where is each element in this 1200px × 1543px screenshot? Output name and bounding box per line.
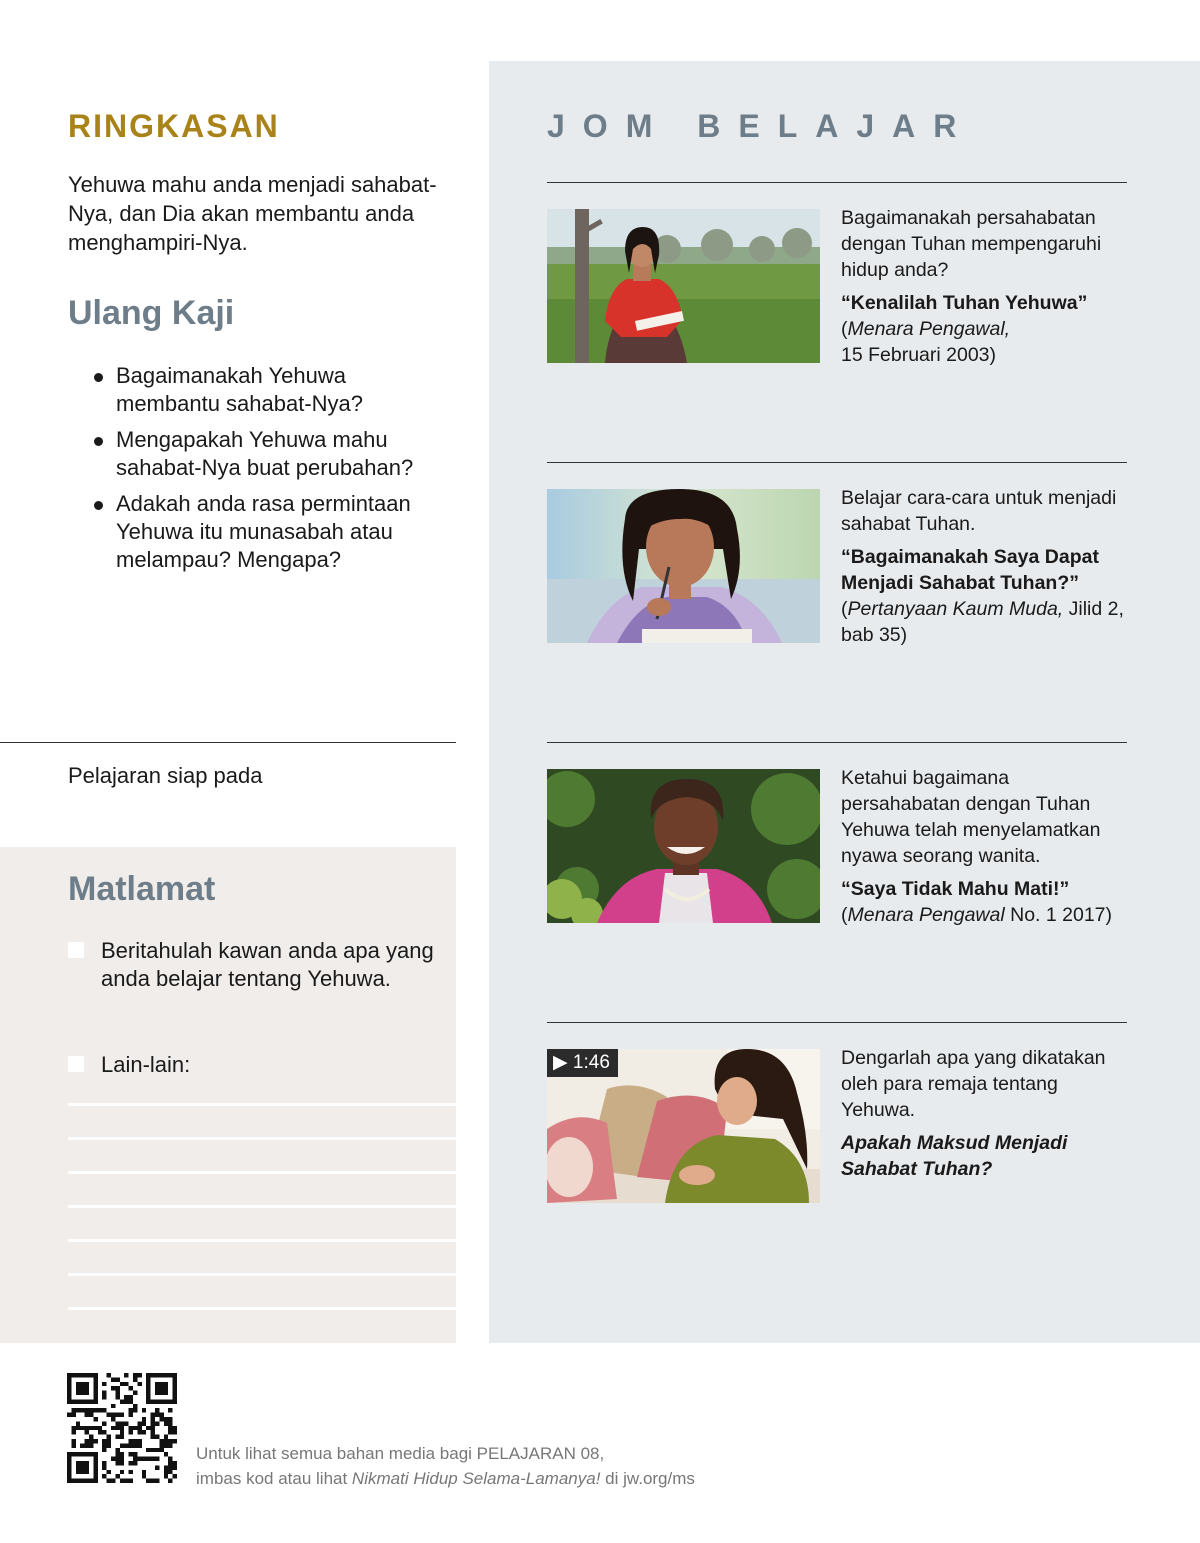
entry-text <box>841 765 1131 928</box>
write-line <box>68 1205 456 1208</box>
review-item: Mengapakah Yehuwa mahu sahabat-Nya buat perubahan? <box>92 426 442 482</box>
write-line <box>68 1307 456 1310</box>
goals-heading: Matlamat <box>68 870 216 908</box>
entry-source: (Menara Pengawal, 15 Februari 2003) <box>841 318 1011 366</box>
entry-thumbnail-girl-reading[interactable] <box>547 489 820 643</box>
entry-text <box>841 205 1131 368</box>
entry-source: (Menara Pengawal No. 1 2017) <box>841 904 1113 926</box>
video-duration-badge[interactable] <box>547 1049 618 1077</box>
goals-panel <box>0 847 456 1343</box>
summary-text: Yehuwa mahu anda menjadi sahabat-Nya, dan Dia akan membantu anda menghampiri-Nya. <box>68 172 437 255</box>
summary-heading: RINGKASAN <box>68 108 280 144</box>
review-list <box>92 362 442 582</box>
write-line <box>68 1103 456 1106</box>
play-icon: ▶ <box>553 1052 568 1073</box>
video-thumbnail-girl-praying[interactable] <box>547 1049 820 1203</box>
write-line <box>68 1273 456 1276</box>
review-item: Adakah anda rasa permintaan Yehuwa itu munasabah atau melampau? Mengapa? <box>92 490 442 574</box>
qr-code-icon[interactable] <box>67 1373 177 1483</box>
review-heading: Ulang Kaji <box>68 294 235 332</box>
photo-woman-orchard-icon <box>547 209 820 363</box>
video-duration: 1:46 <box>572 1052 610 1073</box>
entry-description: Dengarlah apa yang dikatakan oleh para remaja tentang Yehuwa. <box>841 1047 1106 1121</box>
study-heading: JOM BELAJAR <box>547 108 975 144</box>
entry-thumbnail-woman-in-orchard[interactable] <box>547 209 820 363</box>
divider <box>547 742 1127 743</box>
goal-item-label: Beritahulah kawan anda apa yang anda belajar tentang Yehuwa. <box>101 938 434 991</box>
lesson-completed-label: Pelajaran siap pada <box>68 763 263 788</box>
entry-title-link[interactable]: “Bagaimanakah Saya Dapat Menjadi Sahabat Tuhan?” <box>841 546 1099 594</box>
write-line <box>68 1239 456 1242</box>
divider <box>547 1022 1127 1023</box>
review-item: Bagaimanakah Yehuwa membantu sahabat-Nya? <box>92 362 442 418</box>
divider <box>547 462 1127 463</box>
entry-description: Bagaimanakah persahabatan dengan Tuhan mempengaruhi hidup anda? <box>841 207 1102 281</box>
write-line <box>68 1171 456 1174</box>
entry-description: Belajar cara-cara untuk menjadi sahabat Tuhan. <box>841 487 1117 535</box>
goal-item <box>68 937 451 993</box>
footer-text <box>196 1441 695 1491</box>
entry-source: (Pertanyaan Kaum Muda, Jilid 2, bab 35) <box>841 598 1124 646</box>
entry-title-link[interactable]: “Kenalilah Tuhan Yehuwa” <box>841 292 1088 314</box>
goal-item <box>68 1051 451 1079</box>
footer-line-1: Untuk lihat semua bahan media bagi PELAJARAN 08, <box>196 1444 605 1463</box>
entry-text <box>841 1045 1131 1182</box>
divider <box>547 182 1127 183</box>
footer-line-2: imbas kod atau lihat Nikmati Hidup Selama-Lamanya! di jw.org/ms <box>196 1469 695 1488</box>
goal-checkbox[interactable] <box>68 942 84 958</box>
entry-description: Ketahui bagaimana persahabatan dengan Tuhan Yehuwa telah menyelamatkan nyawa seorang wanita. <box>841 767 1101 867</box>
entry-thumbnail-smiling-woman[interactable] <box>547 769 820 923</box>
photo-girl-reading-icon <box>547 489 820 643</box>
divider <box>0 742 456 743</box>
photo-smiling-woman-icon <box>547 769 820 923</box>
entry-text <box>841 485 1131 648</box>
entry-title-link[interactable]: Apakah Maksud Menjadi Sahabat Tuhan? <box>841 1132 1068 1180</box>
goal-checkbox[interactable] <box>68 1056 84 1072</box>
goal-item-label: Lain-lain: <box>101 1052 191 1077</box>
write-line <box>68 1137 456 1140</box>
entry-title-link[interactable]: “Saya Tidak Mahu Mati!” <box>841 878 1070 900</box>
